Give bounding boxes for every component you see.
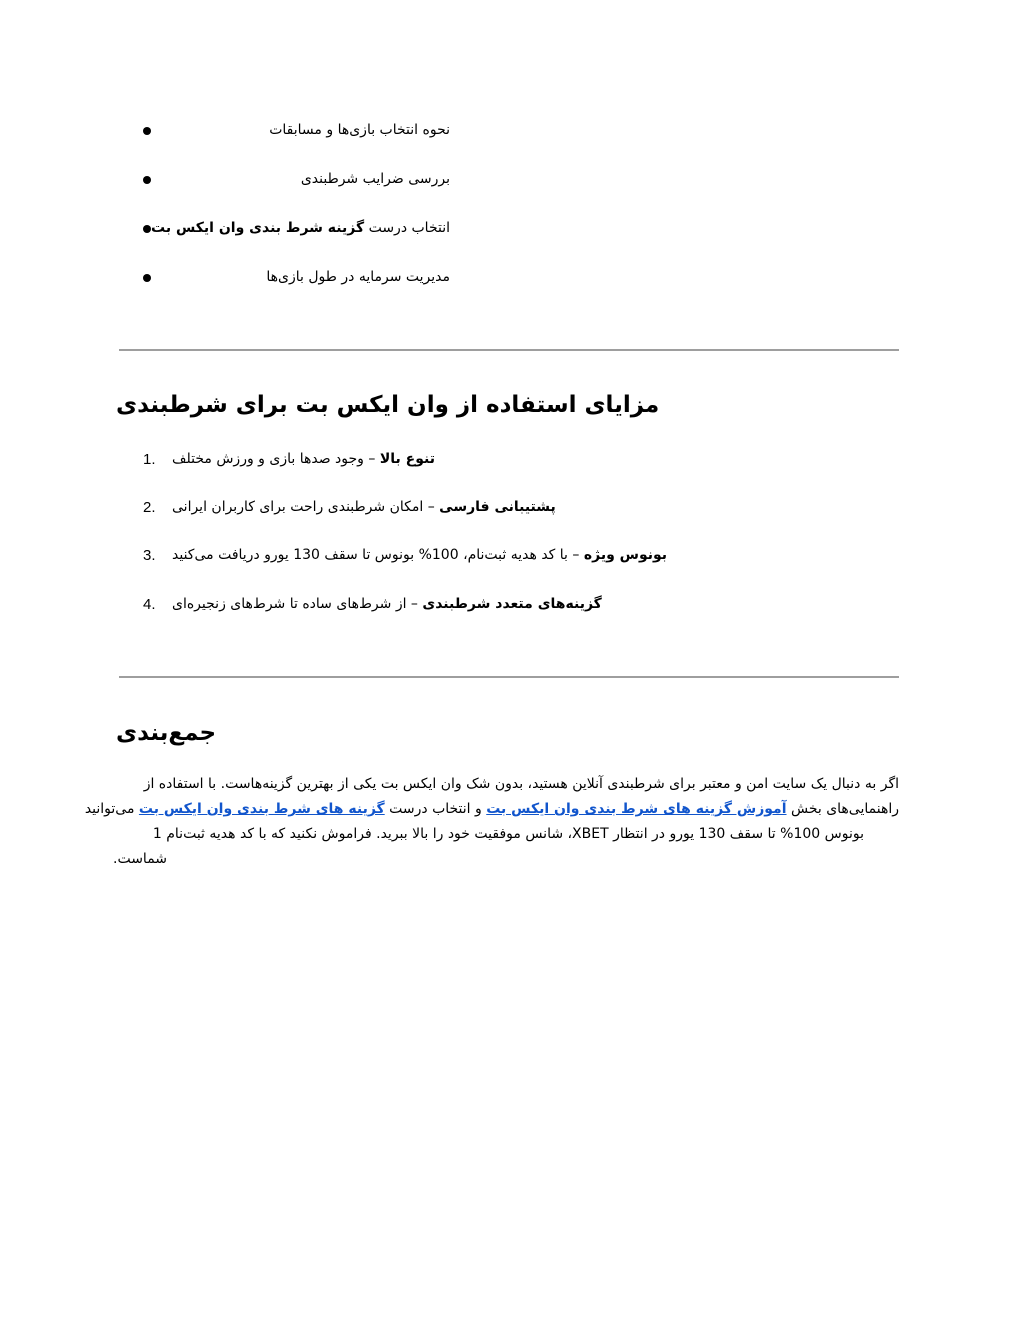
bullet-marker xyxy=(143,176,151,184)
benefit-description: – از شرط‌های ساده تا شرط‌های زنجیره‌ای xyxy=(172,596,423,612)
benefit-description: – با کد هدیه ثبت‌نام، 100% بونوس تا سقف 130 یورو دریافت می‌کنید xyxy=(172,547,584,563)
summary-text: و انتخاب درست xyxy=(384,801,487,817)
benefit-title: پشتیبانی فارسی xyxy=(439,499,556,515)
summary-line: بونوس 100% تا سقف 130 یورو در انتظار XBET، شانس موفقیت خود را بالا ببرید. فراموش نکنید که با کد هدیه ثبت‌نام 1 xyxy=(152,826,864,842)
list-number: 3. xyxy=(143,547,156,564)
summary-line: اگر به دنبال یک سایت امن و معتبر برای شرطبندی آنلاین هستید، بدون شک وان ایکس بت یکی از بهترین گزینه‌هاست. با استفاده از xyxy=(143,776,899,792)
benefit-item xyxy=(172,545,667,565)
bullet-marker xyxy=(143,225,151,233)
summary-heading: جمع‌بندی xyxy=(116,720,217,746)
benefit-description: – وجود صدها بازی و ورزش مختلف xyxy=(172,451,380,467)
summary-line xyxy=(85,799,899,819)
section-divider xyxy=(119,349,899,351)
benefit-description: – امکان شرطبندی راحت برای کاربران ایرانی xyxy=(172,499,440,515)
betting-options-link[interactable]: گزینه های شرط بندی وان ایکس بت xyxy=(138,801,385,817)
benefits-heading: مزایای استفاده از وان ایکس بت برای شرطبندی xyxy=(116,392,660,418)
list-number: 4. xyxy=(143,596,156,613)
benefit-item xyxy=(172,594,602,614)
section-divider xyxy=(119,676,899,678)
bullet-item-text: انتخاب درست xyxy=(364,220,450,236)
bullet-item: مدیریت سرمایه در طول بازی‌ها xyxy=(266,269,450,285)
benefit-title: تنوع بالا xyxy=(379,451,435,467)
bullet-marker xyxy=(143,274,151,282)
benefit-title: بونوس ویژه xyxy=(583,547,668,563)
benefit-title: گزینه‌های متعدد شرطبندی xyxy=(422,596,602,612)
benefit-item xyxy=(172,497,556,517)
bullet-item: نحوه انتخاب بازی‌ها و مسابقات xyxy=(269,122,450,138)
summary-text: راهنمایی‌های بخش xyxy=(786,801,899,817)
guide-link[interactable]: آموزش گزینه های شرط بندی وان ایکس بت xyxy=(486,801,787,817)
benefit-item xyxy=(172,449,435,469)
bullet-marker xyxy=(143,127,151,135)
list-number: 2. xyxy=(143,499,156,516)
bullet-item: بررسی ضرایب شرطبندی xyxy=(300,171,450,187)
bullet-item xyxy=(151,218,450,238)
bullet-item-bold: گزینه شرط بندی وان ایکس بت xyxy=(151,220,365,236)
summary-text: می‌توانید xyxy=(84,801,139,817)
list-number: 1. xyxy=(143,451,156,468)
summary-line: شماست. xyxy=(113,851,168,867)
